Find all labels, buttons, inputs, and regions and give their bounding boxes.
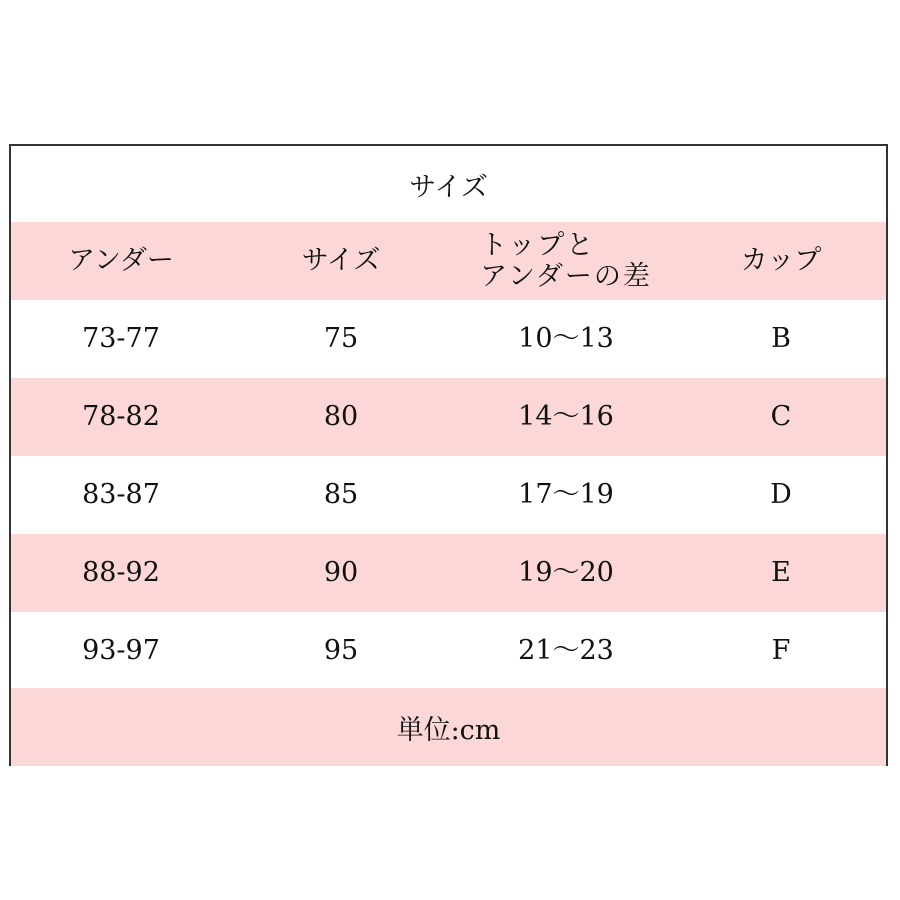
- table-header-row: [11, 222, 886, 300]
- cell-diff: 10〜13: [518, 322, 614, 354]
- cell-cup: D: [770, 478, 792, 510]
- table-row: [11, 300, 886, 378]
- cell-size: 85: [323, 478, 359, 510]
- table-row: [11, 456, 886, 534]
- header-under: アンダー: [68, 244, 174, 276]
- table-footer-row: [11, 688, 886, 766]
- header-cup: カップ: [740, 244, 822, 276]
- cell-size: 95: [323, 634, 359, 666]
- cell-under: 93-97: [82, 634, 160, 666]
- cell-under: 78-82: [82, 400, 160, 432]
- cell-under: 88-92: [82, 556, 160, 588]
- table-row: [11, 612, 886, 690]
- cell-under: 73-77: [82, 322, 160, 354]
- cell-size: 90: [323, 556, 359, 588]
- unit-note: 単位:cm: [396, 714, 501, 746]
- cell-diff: 14〜16: [518, 400, 614, 432]
- table-row: [11, 378, 886, 456]
- cell-size: 75: [323, 322, 359, 354]
- cell-cup: C: [770, 400, 792, 432]
- header-size: サイズ: [301, 244, 381, 276]
- cell-diff: 17〜19: [518, 478, 614, 510]
- cell-diff: 19〜20: [518, 556, 614, 588]
- table-title-row: [11, 146, 886, 222]
- table-title: サイズ: [409, 171, 488, 203]
- cell-size: 80: [323, 400, 359, 432]
- cell-diff: 21〜23: [518, 634, 614, 666]
- cell-cup: B: [771, 322, 791, 354]
- cell-cup: E: [771, 556, 791, 588]
- table-row: [11, 534, 886, 612]
- header-diff-line1: トップと: [480, 229, 596, 261]
- cell-under: 83-87: [82, 478, 160, 510]
- header-top-under-diff: [466, 222, 666, 300]
- cell-cup: F: [771, 634, 791, 666]
- header-diff-line2: アンダーの差: [480, 261, 652, 292]
- size-chart-table: [9, 144, 888, 766]
